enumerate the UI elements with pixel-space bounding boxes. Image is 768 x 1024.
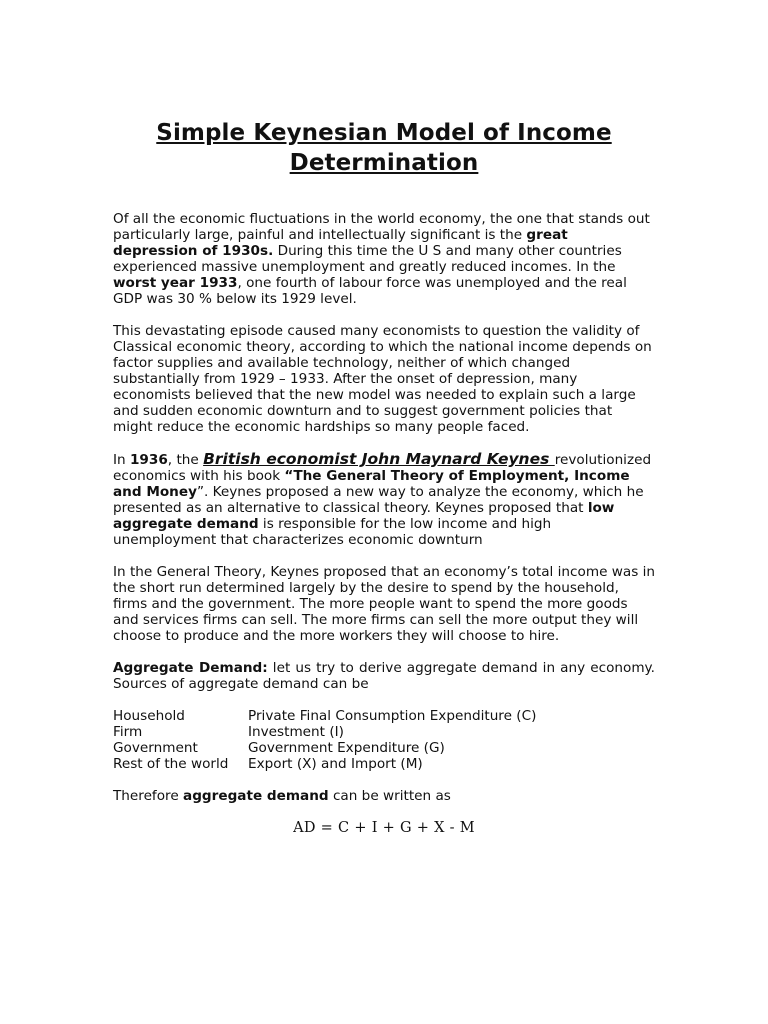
component-cell: Government Expenditure (G)	[248, 740, 445, 756]
source-cell: Government	[113, 740, 198, 756]
general-theory-paragraph: In the General Theory, Keynes proposed that an economy’s total income was in the short run determined largely by the desire to spend by the household, firms and the government. The more people want to spend the more goods and services firms can sell. The more firms can sell the more output they will choose to produce and the more workers they will choose to hire.	[113, 564, 655, 644]
table-row	[113, 740, 536, 756]
intro-paragraph	[113, 211, 655, 307]
aggregate-demand-formula: AD = C + I + G + X - M	[293, 820, 475, 836]
table-row	[113, 756, 536, 772]
aggregate-demand-heading: Aggregate Demand:	[113, 660, 268, 676]
keynes-text-5: is responsible for the low income and high unemployment that characterizes economic downturn	[113, 516, 552, 548]
document-page	[113, 118, 655, 836]
keynes-bold-low-demand: low aggregate demand	[113, 500, 615, 532]
therefore-text-1: Therefore	[113, 788, 184, 804]
classical-theory-paragraph: This devastating episode caused many economists to question the validity of Classical economic theory, according to which the national income depends on factor supplies and available technology, neither of which changed substantially from 1929 – 1933. After the onset of depression, many economists believed that the new model was needed to explain such a large and sudden economic downturn and to suggest government policies that might reduce the economic hardships so many people faced.	[113, 323, 652, 435]
intro-text-1: Of all the economic fluctuations in the world economy, the one that stands out particularly large, painful and intellectually significant is the	[113, 211, 650, 243]
component-cell: Export (X) and Import (M)	[248, 756, 423, 772]
intro-text-3: , one fourth of labour force was unemployed and the real GDP was 30 % below its 1929 level.	[113, 275, 627, 307]
therefore-bold-aggregate-demand: aggregate demand	[183, 788, 329, 804]
aggregate-demand-paragraph	[113, 660, 655, 692]
source-cell: Rest of the world	[113, 756, 229, 772]
component-cell: Private Final Consumption Expenditure (C)	[248, 708, 537, 724]
page-title: Simple Keynesian Model of Income Determination	[156, 120, 612, 176]
keynes-bold-year: 1936	[129, 452, 168, 468]
intro-text-2: During this time the U S and many other countries experienced massive unemployment and greatly reduced incomes. In the	[113, 243, 622, 275]
source-cell: Firm	[113, 724, 143, 740]
table-row	[113, 708, 536, 724]
demand-sources-table	[113, 708, 536, 772]
intro-bold-worst-year: worst year 1933	[113, 275, 238, 291]
table-row	[113, 724, 536, 740]
therefore-paragraph	[113, 788, 655, 804]
keynes-text-2: , the	[167, 452, 204, 468]
keynes-bold-book-title: “The General Theory of Employment, Income and Money	[113, 468, 630, 500]
keynes-text-1: In	[113, 452, 130, 468]
source-cell: Household	[113, 708, 185, 724]
component-cell: Investment (I)	[248, 724, 344, 740]
keynes-link[interactable]: British economist John Maynard Keynes	[203, 450, 555, 468]
intro-bold-great-depression: great depression of 1930s.	[113, 227, 568, 259]
aggregate-demand-text: let us try to derive aggregate demand in any economy. Sources of aggregate demand can be	[113, 660, 655, 692]
keynes-paragraph	[113, 451, 655, 548]
keynes-text-3: revolutionized economics with his book	[113, 452, 652, 484]
therefore-text-2: can be written as	[328, 788, 451, 804]
keynes-text-4: ”. Keynes proposed a new way to analyze the economy, which he presented as an alternative to classical theory. Keynes proposed that	[113, 484, 644, 516]
